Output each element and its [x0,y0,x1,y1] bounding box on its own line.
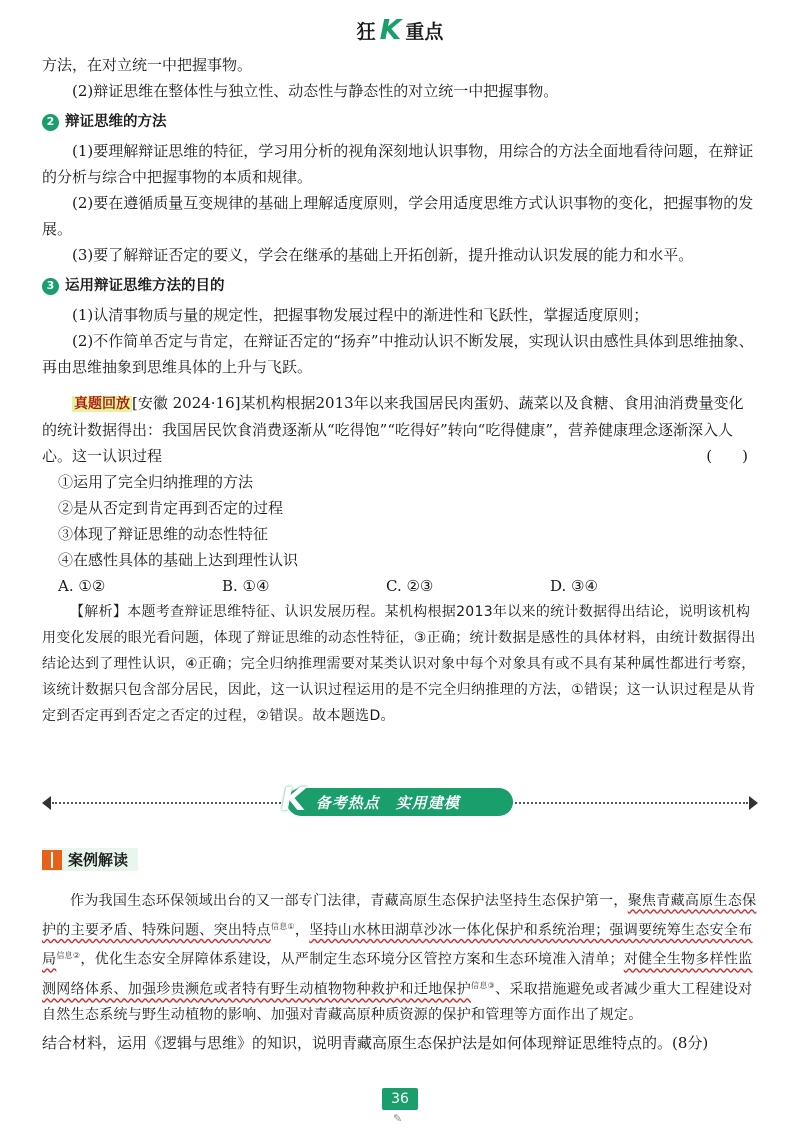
section-banner [42,780,758,818]
main-content [42,52,758,729]
case-underlined: 对健全生物多样性监测网络体系、加强珍贵濒危或者特有野生动植物物种救护和迁地保护 [42,951,753,998]
case-text: 、采取措施避免或者减少重大工程建设对自然生态系统与野生动植物的影响、加强对青藏高原种质资源的保护和管理等方面作出了规定。 [42,981,753,1024]
case-text: 作为我国生态环保领域出台的又一部专门法律，青藏高原生态保护法坚持生态保护第一， [70,892,628,909]
info-marker: 信息① [270,921,295,931]
section-title: 辩证思维的方法 [65,114,167,130]
section2-item: (2)要在遵循质量互变规律的基础上理解适度原则，学会用适度思维方式认识事物的变化，把握事物的发展。 [42,194,754,238]
banner-title: 备考热点 实用建模 [315,793,460,812]
case-label-text: 案例解读 [68,851,129,869]
section-heading-3 [42,272,758,300]
pen-icon: ✎ [393,1112,403,1125]
brand-text-left: 狂 [356,20,376,43]
banner-pill [281,780,513,818]
exam-stem-text: [安徽 2024·16]某机构根据2013年以来我国居民肉蛋奶、蔬菜以及食糖、食用油消费量变化的统计数据得出：我国居民饮食消费逐渐从“吃得饱”“吃得好”转向“吃得健康”，营养健康理念逐渐深入人心。这一认识过程 [42,394,744,465]
case-material [42,888,758,1029]
choice-b: B. ①④ [222,577,270,595]
brand-text-right: 重点 [405,20,444,43]
case-section [42,848,758,1056]
page-header [0,13,800,46]
analysis-text: 【解析】本题考查辩证思维特征、认识发展历程。某机构根据2013年以来的统计数据得出结论，说明该机构用变化发展的眼光看问题，体现了辩证思维的动态性特征，③正确；统计数据是感性的具体材料，由统计数据得出结论达到了理性认识，④正确；完全归纳推理需要对某类认识对象中每个对象具有或不具有某种属性都进行考察，该统计数据只包含部分居民，因此，这一认识过程运用的是不完全归纳推理的方法，①错误；这一认识过程是从肯定到否定再到否定之否定的过程，②错误。故本题选D。 [42,604,756,724]
exam-tag: 真题回放 [74,396,130,412]
exam-question [42,390,758,729]
exam-option: ②是从否定到肯定再到否定的过程 [58,499,284,517]
case-paragraph [42,888,758,1029]
intro-line-1: 方法，在对立统一中把握事物。 [42,56,253,74]
book-icon [42,850,62,870]
case-underlined: 聚焦青藏高原生态保护的主要矛盾、特殊问题、突出特点 [42,892,757,939]
section2-item: (3)要了解辩证否定的要义，学会在继承的基础上开拓创新，提升推动认识发展的能力和水平。 [72,246,694,264]
case-underlined: 坚持山水林田湖草沙冰一体化保护和系统治理；强调要统筹生态安全布局 [42,922,753,968]
exam-stem [42,390,758,469]
section-title: 运用辩证思维方法的目的 [65,278,225,294]
intro-line-2: (2)辩证思维在整体性与独立性、动态性与静态性的对立统一中把握事物。 [72,82,559,100]
arrow-left-icon [42,796,51,810]
banner-k-icon: K [281,780,306,818]
section3-item: (1)认清事物质与量的规定性，把握事物发展过程中的渐进性和飞跃性，掌握适度原则； [72,306,649,324]
choice-a: A. ①② [58,577,106,595]
exam-choices [42,573,758,599]
case-question: 结合材料，运用《逻辑与思维》的知识，说明青藏高原生态保护法是如何体现辩证思维特点的。(8分) [42,1034,709,1053]
choice-c: C. ②③ [386,577,434,595]
exam-option: ④在感性具体的基础上达到理性认识 [58,551,299,569]
brand-logo [356,13,444,46]
section2-item: (1)要理解辩证思维的特征，学习用分析的视角深刻地认识事物，用综合的方法全面地看待问题，在辩证的分析与综合中把握事物的本质和规律。 [42,142,754,186]
case-text: ， [294,922,310,939]
section3-item: (2)不作简单否定与肯定，在辩证否定的“扬弃”中推动认识不断发展，实现认识由感性具体到思维抽象、再由思维抽象到思维具体的上升与飞跃。 [42,332,754,376]
arrow-right-icon [749,796,758,810]
page-number: 36 [382,1088,418,1110]
info-marker: 信息② [56,951,81,961]
section-heading-2 [42,108,758,136]
case-label [42,848,138,871]
info-marker: 信息③ [471,980,496,990]
exam-analysis [42,599,758,729]
number-badge-icon: 2 [42,114,59,131]
exam-option: ①运用了完全归纳推理的方法 [58,473,254,491]
exam-option: ③体现了辩证思维的动态性特征 [58,525,269,543]
answer-bracket: ( ) [706,447,748,465]
choice-d: D. ③④ [550,577,598,595]
brand-k-icon: K [379,13,402,46]
number-badge-icon: 3 [42,278,59,295]
case-text: ，优化生态安全屏障体系建设，从严制定生态环境分区管控方案和生态环境准入清单； [80,951,624,968]
